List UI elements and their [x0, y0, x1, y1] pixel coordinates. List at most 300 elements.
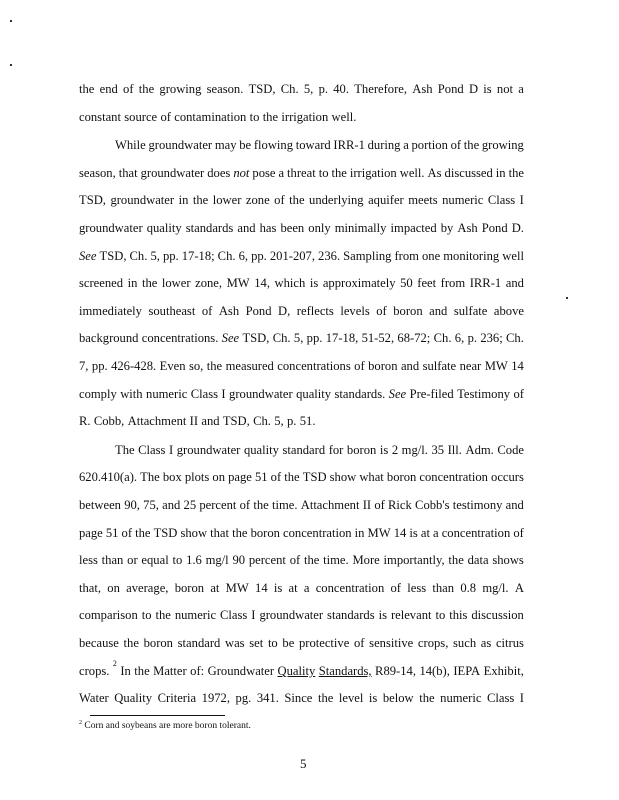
text-line [79, 304, 524, 318]
word: Pre-filed [409, 387, 454, 401]
word: than [101, 553, 124, 567]
word: standards [327, 608, 375, 622]
word: See [388, 387, 407, 401]
word: what [359, 470, 384, 484]
word: R. [79, 414, 91, 428]
word: so, [188, 359, 204, 373]
word: of [513, 387, 524, 401]
word: of [270, 470, 282, 484]
word: the [134, 664, 150, 678]
word: the [206, 359, 223, 373]
word: southeast [148, 304, 196, 318]
text-line [79, 691, 524, 705]
word: from [394, 249, 419, 263]
word: groundwater [140, 166, 205, 180]
word: season, [79, 166, 116, 180]
word: Rick [388, 498, 412, 512]
word: mg/l. [401, 443, 428, 457]
word: groundwater [176, 443, 241, 457]
page-number: 5 [300, 756, 307, 771]
word: 236; [480, 331, 503, 345]
word: been [280, 221, 305, 235]
word: testimony [452, 498, 503, 512]
word: 7, [79, 359, 89, 373]
word: at [288, 581, 298, 595]
word: 14 [255, 581, 268, 595]
word: Ash [457, 221, 478, 235]
word: MW [484, 359, 508, 373]
word: concentration [283, 526, 352, 540]
word: mg/l. [482, 581, 509, 595]
word: at [420, 526, 430, 540]
word: Quality [277, 664, 316, 678]
word: p. [318, 82, 329, 96]
word: set [249, 636, 264, 650]
word: crops, [417, 636, 449, 650]
word: p. [467, 331, 478, 345]
word: on [212, 470, 226, 484]
word: While [115, 138, 146, 152]
word: and [400, 359, 420, 373]
word: impacted [390, 221, 437, 235]
word: that, [79, 581, 102, 595]
word: Groundwater [207, 664, 275, 678]
word: of [289, 553, 301, 567]
word: 50 [400, 276, 413, 290]
word: More [352, 553, 380, 567]
word: is [379, 443, 389, 457]
word: Ch. [253, 414, 271, 428]
word: Pond [245, 304, 272, 318]
word: See [79, 249, 97, 263]
word: occurs [491, 470, 524, 484]
word: 201-207, [269, 249, 315, 263]
word: importantly, [383, 553, 445, 567]
word: TSD [153, 526, 178, 540]
word: has [259, 221, 277, 235]
word: lower [212, 193, 242, 207]
word: less [407, 581, 427, 595]
word: R89-14, [375, 664, 416, 678]
word: monitoring [443, 249, 500, 263]
word: the [123, 636, 139, 650]
word: be [239, 138, 252, 152]
word: TSD, [79, 193, 106, 207]
word: 40. [333, 82, 349, 96]
word: underlying [309, 193, 364, 207]
word: below [382, 691, 414, 705]
word: page [79, 526, 103, 540]
word: TSD, [222, 414, 250, 428]
word: plots [184, 470, 210, 484]
word: Class [487, 193, 516, 207]
word: 68-72; [397, 331, 431, 345]
word: a [403, 138, 409, 152]
word: sulfate [422, 359, 457, 373]
word: 14(b), [419, 664, 450, 678]
word: percent [199, 498, 237, 512]
word: boron [174, 581, 205, 595]
word: the [155, 608, 171, 622]
word: Matter [153, 664, 187, 678]
word: Attachment [127, 414, 187, 428]
word: Pond [437, 82, 464, 96]
word: numeric [174, 608, 217, 622]
word: 90, [124, 498, 140, 512]
word: and [162, 498, 181, 512]
word: standards [185, 221, 234, 235]
word: I [519, 691, 524, 705]
word: which [274, 276, 306, 290]
text-line [79, 82, 524, 96]
word: aquifer [368, 193, 404, 207]
word: 1972, [201, 691, 230, 705]
word: of [513, 526, 524, 540]
word: 35 [431, 443, 445, 457]
text-line [79, 331, 524, 345]
word: is [378, 608, 387, 622]
word: 5, [274, 414, 284, 428]
word: zone [245, 193, 270, 207]
scan-speck [10, 20, 12, 22]
word: was [225, 636, 245, 650]
word: not [233, 166, 250, 180]
word: to [435, 608, 446, 622]
word: source [124, 110, 158, 124]
word: standard [177, 636, 221, 650]
word: that [210, 526, 230, 540]
word: groundwater [110, 193, 175, 207]
word: well. [331, 110, 357, 124]
word: well [502, 249, 524, 263]
word: Therefore, [354, 82, 408, 96]
word: that [118, 166, 138, 180]
word: be [282, 636, 295, 650]
word: lower [161, 276, 191, 290]
word: level [338, 691, 364, 705]
word: IRR-1 [469, 276, 502, 290]
word: TSD, [242, 331, 270, 345]
word: in [495, 166, 506, 180]
word: less [79, 553, 98, 567]
word: immediately [79, 304, 142, 318]
text-line [79, 276, 524, 290]
word: pose [252, 166, 276, 180]
word: Ash [412, 82, 433, 96]
word: the [138, 82, 155, 96]
word: IRR-1 [333, 138, 365, 152]
word: Ch. [433, 331, 452, 345]
word: a [433, 526, 439, 540]
word: to [318, 166, 329, 180]
word: I [221, 387, 226, 401]
word: the [508, 166, 524, 180]
word: of [354, 359, 365, 373]
word: 2 [391, 443, 399, 457]
word: the [253, 498, 269, 512]
word: a [518, 82, 524, 96]
word: to [267, 636, 278, 650]
word: 51 [105, 526, 119, 540]
word: See [221, 331, 240, 345]
word: contamination [174, 110, 247, 124]
word: II [362, 498, 372, 512]
text-line [79, 581, 524, 595]
word: 5, [150, 249, 160, 263]
word: sensitive [369, 636, 414, 650]
word: Class [220, 608, 248, 622]
word: of [274, 193, 285, 207]
word: Ill. [447, 443, 462, 457]
word: during [367, 138, 401, 152]
word: growing [159, 82, 202, 96]
text-line [115, 443, 524, 457]
word: 14 [511, 359, 524, 373]
text-line [79, 608, 524, 622]
word: I [519, 193, 524, 207]
word: for [328, 443, 344, 457]
word: a [278, 166, 285, 180]
word: 5, [293, 331, 304, 345]
word: Ch. [129, 249, 148, 263]
word: growing [481, 138, 524, 152]
word: only [308, 221, 331, 235]
word: end [99, 82, 118, 96]
word: show [329, 470, 357, 484]
word: IEPA [453, 664, 481, 678]
word: in [127, 276, 138, 290]
word: time. [323, 553, 349, 567]
word: MW [225, 581, 249, 595]
word: quality [296, 387, 332, 401]
text-line [79, 249, 524, 263]
word: groundwater [79, 221, 143, 235]
word: boron [346, 443, 377, 457]
word: 90 [232, 553, 246, 567]
word: page [228, 470, 252, 484]
word: of [376, 304, 387, 318]
text-line [79, 553, 524, 567]
word: between [79, 498, 121, 512]
word: concentration [315, 581, 385, 595]
word: of [450, 138, 462, 152]
footnote-rule [90, 715, 225, 716]
text-line [79, 110, 524, 124]
word: pp. [306, 331, 323, 345]
word: the [289, 193, 305, 207]
word: and [201, 414, 220, 428]
word: 426-428. [111, 359, 157, 373]
word: 17-18; [181, 249, 215, 263]
word: D, [278, 304, 291, 318]
word: above [493, 304, 524, 318]
word: levels [340, 304, 370, 318]
word: one [422, 249, 441, 263]
word: 620.410(a). [79, 470, 138, 484]
word: by [440, 221, 454, 235]
word: the [192, 193, 209, 207]
word: in [354, 526, 365, 540]
word: screened [79, 276, 124, 290]
word: discussed [444, 166, 493, 180]
word: 6, [238, 249, 249, 263]
word: Class [486, 691, 515, 705]
word: may [214, 138, 237, 152]
text-line [79, 526, 524, 540]
word: mg/l [205, 553, 229, 567]
word: 51-52, [361, 331, 395, 345]
word: TSD, [99, 249, 127, 263]
word: concentrations. [141, 331, 219, 345]
word: is [309, 276, 319, 290]
word: Ch. [272, 331, 291, 345]
word: I [168, 443, 174, 457]
word: D. [511, 221, 524, 235]
word: comply [79, 387, 117, 401]
word: MW [226, 276, 250, 290]
text-line [79, 166, 524, 180]
word: 14 [393, 526, 407, 540]
word: pg. [235, 691, 252, 705]
word: threat [287, 166, 316, 180]
text-line [79, 470, 524, 484]
word: of [121, 526, 133, 540]
word: discussion [471, 608, 524, 622]
word: citrus [495, 636, 524, 650]
word: the [79, 82, 95, 96]
word: of [160, 110, 171, 124]
word: irrigation [281, 110, 329, 124]
word: to [249, 110, 260, 124]
word: TSD, [248, 82, 276, 96]
word: is [483, 82, 492, 96]
word: Criteria [157, 691, 197, 705]
word: to [141, 608, 152, 622]
word: on [107, 581, 120, 595]
word: MW [367, 526, 391, 540]
word: Even [159, 359, 186, 373]
word: boron [250, 526, 280, 540]
word: and [505, 276, 524, 290]
word: concentration [441, 526, 511, 540]
word: crops. [79, 664, 110, 678]
word: well. [399, 166, 425, 180]
word: p. [287, 414, 297, 428]
text-line [79, 498, 524, 512]
word: not [496, 82, 514, 96]
word: minimally [334, 221, 387, 235]
scan-speck [566, 297, 568, 299]
word: the [262, 110, 279, 124]
word: pp. [162, 249, 179, 263]
word: measured [225, 359, 274, 373]
word: Class [190, 387, 218, 401]
word: Ch. [280, 82, 299, 96]
word: 341. [256, 691, 279, 705]
word: the [448, 553, 464, 567]
word: 25 [183, 498, 197, 512]
word: data [467, 553, 489, 567]
word: A [514, 581, 524, 595]
word: boron [143, 636, 173, 650]
word: Ch. [217, 249, 236, 263]
word: Cobb's [415, 498, 450, 512]
word: 51. [299, 414, 316, 428]
word: Ch. [506, 331, 524, 345]
word: boron [393, 304, 423, 318]
word: The [115, 443, 135, 457]
word: with [120, 387, 143, 401]
word: 14, [254, 276, 270, 290]
word: 75, [143, 498, 159, 512]
word: such [453, 636, 477, 650]
word: percent [248, 553, 286, 567]
word: box [162, 470, 182, 484]
scan-speck [10, 64, 12, 66]
word: of [354, 636, 365, 650]
word: TSD [302, 470, 327, 484]
word: meets [408, 193, 438, 207]
word: and [429, 304, 448, 318]
word: is [273, 581, 283, 595]
word: a [303, 581, 310, 595]
word: Cobb, [93, 414, 125, 428]
word: concentrations [277, 359, 351, 373]
word: as [480, 636, 492, 650]
word: the [232, 526, 248, 540]
text-line [115, 138, 524, 152]
word: reflects [296, 304, 334, 318]
word: flowing [253, 138, 294, 152]
word: and [505, 498, 524, 512]
word: Pond [481, 221, 508, 235]
word: average, [126, 581, 169, 595]
word: the [463, 138, 480, 152]
word: concentration [419, 470, 488, 484]
word: Since [284, 691, 313, 705]
word: standards. [334, 387, 386, 401]
word: does [207, 166, 231, 180]
word: Class [138, 443, 166, 457]
word: the [331, 166, 347, 180]
word: comparison [79, 608, 138, 622]
word: the [141, 276, 158, 290]
text-line [79, 193, 524, 207]
word: show [180, 526, 208, 540]
word: is [409, 526, 418, 540]
word: Code [497, 443, 524, 457]
word: of [123, 82, 134, 96]
word: 0.8 [460, 581, 477, 595]
word: Ash [218, 304, 240, 318]
word: D [468, 82, 479, 96]
text-line [79, 636, 524, 650]
word: the [303, 553, 320, 567]
word: quality [243, 443, 279, 457]
word: boron [368, 359, 398, 373]
word: of [390, 581, 401, 595]
word: is [368, 691, 378, 705]
word: numeric [442, 193, 484, 207]
word: and [237, 221, 256, 235]
word: sulfate [453, 304, 488, 318]
text-line [79, 414, 524, 428]
word: season. [206, 82, 244, 96]
word: II [189, 414, 199, 428]
word: or [127, 553, 138, 567]
word: the [284, 470, 300, 484]
word: 5, [303, 82, 314, 96]
